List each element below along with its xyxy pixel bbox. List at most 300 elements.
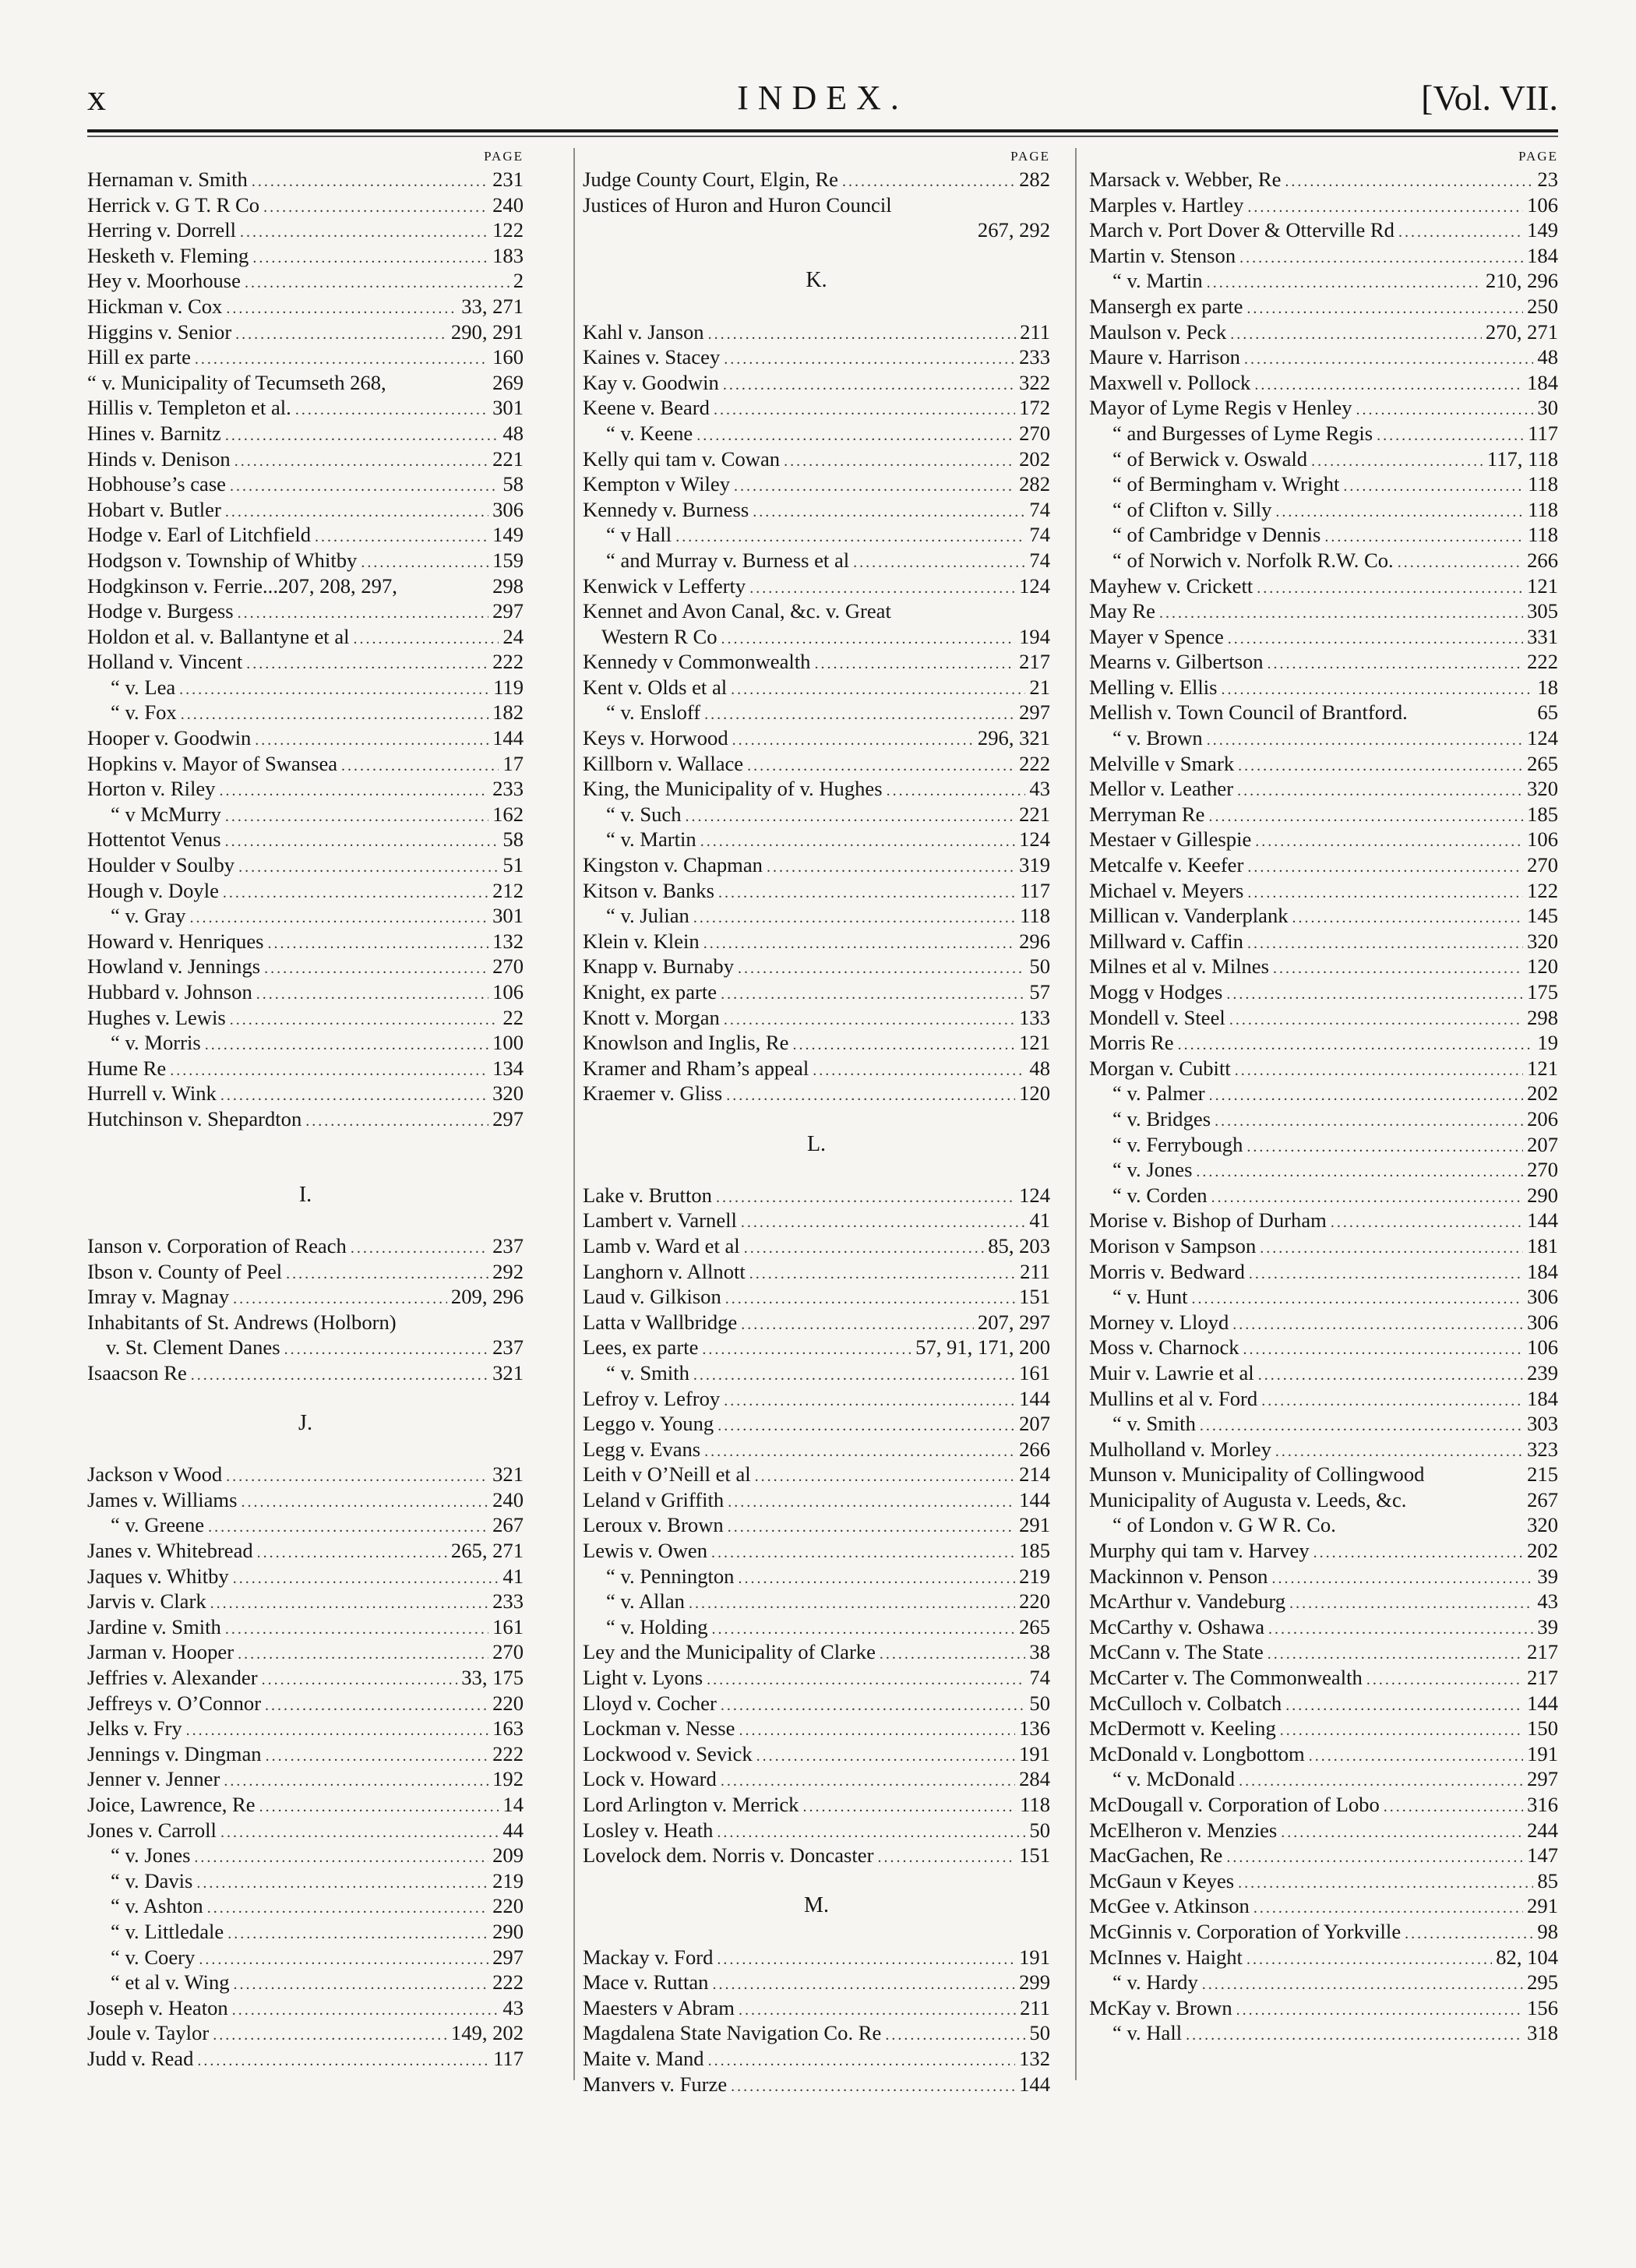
index-entry bbox=[87, 1665, 524, 1691]
dot-leader bbox=[708, 2048, 1016, 2074]
page-reference: 124 bbox=[1527, 726, 1558, 750]
page-reference: 291 bbox=[1019, 1513, 1050, 1537]
page-column-label: PAGE bbox=[1010, 149, 1050, 164]
entry-title: McDermott v. Keeling bbox=[1089, 1716, 1276, 1741]
dot-leader bbox=[877, 1845, 1015, 1871]
entry-title: Maesters v Abram bbox=[583, 1995, 735, 2019]
index-entry bbox=[87, 268, 524, 294]
page-reference: 266 bbox=[1019, 1437, 1050, 1461]
page-reference: 297 bbox=[1527, 1767, 1558, 1791]
dot-leader bbox=[256, 982, 488, 1007]
entry-title: Mellish v. Town Council of Brantford. bbox=[1089, 700, 1408, 725]
entry-title: Jeffries v. Alexander bbox=[87, 1666, 258, 1690]
dot-leader bbox=[1260, 1236, 1523, 1261]
index-entry bbox=[87, 167, 524, 192]
index-entry bbox=[583, 903, 1050, 929]
index-entry bbox=[87, 243, 524, 269]
entry-title: “ et al v. Wing bbox=[111, 1970, 230, 1995]
index-entry bbox=[583, 1259, 1050, 1285]
entry-title: “ and Burgesses of Lyme Regis bbox=[1112, 421, 1373, 445]
entry-title: Hughes v. Lewis bbox=[87, 1005, 226, 1029]
page-reference: 284 bbox=[1019, 1767, 1050, 1791]
index-entry bbox=[1089, 751, 1558, 777]
dot-leader bbox=[1237, 778, 1523, 804]
entry-title: Isaacson Re bbox=[87, 1360, 187, 1384]
index-entry bbox=[1089, 1792, 1558, 1818]
dot-leader bbox=[252, 169, 488, 195]
header-rule-thin bbox=[87, 136, 1558, 137]
page-reference: 239 bbox=[1527, 1360, 1558, 1384]
index-entry bbox=[583, 2072, 1050, 2097]
page-reference: 211 bbox=[1020, 1259, 1050, 1283]
dot-leader bbox=[1324, 524, 1524, 550]
index-entry bbox=[583, 1233, 1050, 1259]
dot-leader bbox=[225, 499, 488, 525]
entry-title: Jaques v. Whitby bbox=[87, 1564, 229, 1588]
page-reference: 2 bbox=[513, 269, 524, 293]
index-entry bbox=[87, 1716, 524, 1741]
page-reference: 181 bbox=[1527, 1233, 1558, 1257]
dot-leader bbox=[749, 576, 1015, 601]
entry-title: Justices of Huron and Huron Council bbox=[583, 192, 892, 217]
page-reference: 149 bbox=[492, 523, 524, 547]
dot-leader bbox=[739, 1718, 1015, 1744]
dot-leader bbox=[718, 880, 1016, 906]
index-entry bbox=[87, 2020, 524, 2046]
index-entry bbox=[1089, 1132, 1558, 1158]
page-reference: 145 bbox=[1527, 904, 1558, 928]
dot-leader bbox=[1226, 982, 1523, 1007]
entry-title: Maxwell v. Pollock bbox=[1089, 370, 1251, 394]
index-column-1 bbox=[87, 146, 524, 2072]
index-entry bbox=[1089, 1716, 1558, 1741]
page-reference: 121 bbox=[1527, 573, 1558, 598]
dot-leader bbox=[1254, 372, 1523, 398]
dot-leader bbox=[1311, 449, 1483, 474]
dot-leader bbox=[1200, 1413, 1523, 1439]
index-entry bbox=[1089, 852, 1558, 878]
dot-leader bbox=[689, 1591, 1015, 1617]
index-entry bbox=[87, 649, 524, 675]
dot-leader bbox=[749, 1261, 1016, 1287]
index-entry bbox=[583, 700, 1050, 725]
entry-title: Kenwick v Lefferty bbox=[583, 573, 746, 598]
index-entry bbox=[583, 2046, 1050, 2072]
entry-title: “ of Clifton v. Silly bbox=[1112, 497, 1272, 521]
dot-leader bbox=[225, 423, 499, 449]
index-entry bbox=[1089, 1614, 1558, 1640]
entry-title: Hubbard v. Johnson bbox=[87, 980, 252, 1003]
dot-leader bbox=[704, 702, 1015, 728]
page-reference: 38 bbox=[1029, 1640, 1050, 1664]
page-reference: 41 bbox=[502, 1564, 524, 1588]
entry-title: Janes v. Whitebread bbox=[87, 1539, 253, 1563]
page-reference: 270 bbox=[492, 1640, 524, 1664]
page-reference: 41 bbox=[1029, 1208, 1050, 1233]
index-entry bbox=[87, 522, 524, 548]
index-entry bbox=[87, 497, 524, 523]
entry-title: Ianson v. Corporation of Reach bbox=[87, 1233, 347, 1257]
page-reference: 82, 104 bbox=[1496, 1945, 1558, 1969]
dot-leader bbox=[1255, 829, 1523, 855]
page-reference: 184 bbox=[1527, 1259, 1558, 1283]
page-reference: 214 bbox=[1019, 1462, 1050, 1487]
dot-leader bbox=[726, 1083, 1015, 1109]
entry-title: Hodgkinson v. Ferrie...207, 208, 297, bbox=[87, 573, 397, 598]
page-reference: 184 bbox=[1527, 1386, 1558, 1410]
index-entry bbox=[87, 370, 524, 396]
index-entry bbox=[1089, 1589, 1558, 1614]
page-reference: 23 bbox=[1537, 168, 1558, 191]
dot-leader bbox=[1309, 1744, 1523, 1769]
page-reference: 222 bbox=[492, 1970, 524, 1995]
entry-title: McCann v. The State bbox=[1089, 1640, 1264, 1664]
entry-title: Kennedy v. Burness bbox=[583, 497, 749, 521]
dot-leader bbox=[1239, 1769, 1523, 1794]
index-entry bbox=[87, 421, 524, 446]
index-entry bbox=[1089, 903, 1558, 929]
index-entry bbox=[1089, 294, 1558, 319]
entry-title: Howard v. Henriques bbox=[87, 929, 264, 953]
page-reference: 207 bbox=[1019, 1412, 1050, 1436]
entry-title: Hooper v. Goodwin bbox=[87, 726, 252, 750]
entry-title: “ of Cambridge v Dennis bbox=[1112, 523, 1321, 547]
entry-title: Lamb v. Ward et al bbox=[583, 1233, 740, 1257]
dot-leader bbox=[265, 1693, 488, 1719]
dot-leader bbox=[238, 855, 499, 880]
dot-leader bbox=[1239, 245, 1523, 271]
page-reference: 136 bbox=[1019, 1716, 1050, 1741]
dot-leader bbox=[842, 169, 1015, 195]
entry-title: Leggo v. Young bbox=[583, 1412, 714, 1436]
index-entry bbox=[1089, 1487, 1558, 1513]
index-entry bbox=[583, 1208, 1050, 1233]
index-entry bbox=[87, 319, 524, 345]
entry-title: Herrick v. G T. R Co bbox=[87, 192, 260, 217]
entry-title: Judge County Court, Elgin, Re bbox=[583, 168, 838, 191]
dot-leader bbox=[1247, 195, 1523, 220]
index-entry bbox=[87, 1056, 524, 1081]
page-reference: 220 bbox=[492, 1691, 524, 1715]
page-reference: 14 bbox=[502, 1793, 524, 1816]
dot-leader bbox=[728, 1515, 1015, 1540]
dot-leader bbox=[1285, 169, 1533, 195]
dot-leader bbox=[1207, 270, 1482, 296]
index-entry bbox=[1089, 1335, 1558, 1360]
page-reference: 231 bbox=[492, 168, 524, 191]
page-reference: 221 bbox=[1019, 802, 1050, 826]
page-reference: 240 bbox=[492, 1487, 524, 1511]
index-entry bbox=[1089, 1868, 1558, 1894]
dot-leader bbox=[686, 804, 1016, 830]
index-entry bbox=[1089, 1665, 1558, 1691]
dot-leader bbox=[263, 195, 488, 220]
index-entry bbox=[1089, 929, 1558, 954]
index-entry bbox=[1089, 243, 1558, 269]
page-reference: 106 bbox=[1527, 1335, 1558, 1360]
entry-title: Holdon et al. v. Ballantyne et al bbox=[87, 624, 350, 648]
page-reference: 144 bbox=[1527, 1208, 1558, 1233]
entry-title: Lockwood v. Sevick bbox=[583, 1741, 753, 1765]
index-entry bbox=[87, 954, 524, 979]
index-entry bbox=[1089, 217, 1558, 243]
dot-leader bbox=[1211, 1185, 1524, 1211]
page-reference: 172 bbox=[1019, 396, 1050, 420]
page-reference: 298 bbox=[492, 573, 524, 598]
entry-title: McDougall v. Corporation of Lobo bbox=[1089, 1793, 1380, 1816]
entry-title: Melling v. Ellis bbox=[1089, 675, 1218, 699]
page-reference: 85, 203 bbox=[988, 1233, 1050, 1257]
dot-leader bbox=[1196, 1159, 1523, 1185]
index-entry bbox=[583, 1564, 1050, 1589]
index-entry bbox=[583, 1995, 1050, 2021]
entry-title: Melville v Smark bbox=[1089, 751, 1235, 775]
page-reference: 291 bbox=[1527, 1894, 1558, 1918]
entry-title: Houlder v Soulby bbox=[87, 853, 235, 877]
index-entry bbox=[1089, 1639, 1558, 1665]
entry-title: Mellor v. Leather bbox=[1089, 777, 1234, 801]
dot-leader bbox=[707, 1667, 1025, 1693]
index-entry bbox=[1089, 1893, 1558, 1919]
dot-leader bbox=[1209, 1083, 1523, 1109]
entry-title: “ v. Keene bbox=[606, 421, 693, 445]
index-entry bbox=[583, 751, 1050, 777]
dot-leader bbox=[696, 423, 1015, 449]
dot-leader bbox=[712, 1972, 1015, 1998]
page-reference: 161 bbox=[1019, 1360, 1050, 1384]
entry-title: Mace v. Ruttan bbox=[583, 1970, 709, 1995]
dot-leader bbox=[814, 651, 1015, 677]
page-reference: 74 bbox=[1029, 548, 1050, 572]
entry-title: Lees, ex parte bbox=[583, 1335, 699, 1360]
entry-title: Joice, Lawrence, Re bbox=[87, 1793, 256, 1816]
index-entry bbox=[1089, 725, 1558, 751]
entry-title: Inhabitants of St. Andrews (Holborn) bbox=[87, 1310, 397, 1334]
page-reference: 74 bbox=[1029, 523, 1050, 547]
dot-leader bbox=[267, 931, 488, 957]
entry-title: King, the Municipality of v. Hughes bbox=[583, 777, 883, 801]
entry-title: “ v. McDonald bbox=[1112, 1767, 1236, 1791]
page-reference: 117 bbox=[1528, 421, 1558, 445]
index-entry bbox=[87, 1030, 524, 1056]
index-entry bbox=[583, 954, 1050, 979]
page-reference: 270 bbox=[492, 954, 524, 979]
page-reference: 106 bbox=[1527, 192, 1558, 217]
index-column-2 bbox=[583, 146, 1050, 2097]
entry-title: McGinnis v. Corporation of Yorkville bbox=[1089, 1919, 1402, 1943]
entry-title: “ v. Coery bbox=[111, 1945, 196, 1969]
entry-title: Legg v. Evans bbox=[583, 1437, 701, 1461]
index-entry bbox=[1089, 1437, 1558, 1462]
entry-title: Morison v Sampson bbox=[1089, 1233, 1257, 1257]
index-entry bbox=[583, 1005, 1050, 1031]
page-reference: 220 bbox=[1019, 1589, 1050, 1614]
index-entry bbox=[583, 1284, 1050, 1310]
index-entry bbox=[1089, 979, 1558, 1005]
page-reference: 210, 296 bbox=[1485, 269, 1558, 293]
index-entry bbox=[1089, 1386, 1558, 1412]
index-entry bbox=[87, 1512, 524, 1538]
entry-title: Knapp v. Burnaby bbox=[583, 954, 734, 979]
page-reference: 48 bbox=[502, 421, 524, 445]
page-reference: 161 bbox=[492, 1614, 524, 1638]
section-heading: J. bbox=[298, 1411, 312, 1436]
index-entry bbox=[87, 1741, 524, 1767]
dot-leader bbox=[731, 2074, 1015, 2100]
dot-leader bbox=[1275, 1439, 1523, 1465]
page-reference: 267 bbox=[492, 1513, 524, 1537]
index-entry bbox=[1089, 827, 1558, 852]
dot-leader bbox=[1208, 804, 1523, 830]
dot-leader bbox=[1236, 1998, 1523, 2023]
dot-leader bbox=[225, 804, 488, 830]
entry-title: Knight, ex parte bbox=[583, 980, 718, 1003]
page-reference: 58 bbox=[502, 472, 524, 496]
page-reference: 297 bbox=[492, 1106, 524, 1130]
page-reference: 211 bbox=[1020, 1995, 1050, 2019]
dot-leader bbox=[724, 1388, 1015, 1414]
page-reference: 240 bbox=[492, 192, 524, 217]
dot-leader bbox=[721, 1693, 1026, 1719]
index-entry bbox=[583, 1462, 1050, 1487]
entry-title: Kent v. Olds et al bbox=[583, 675, 728, 699]
page-reference: 118 bbox=[1528, 497, 1558, 521]
entry-title: McCarthy v. Oshawa bbox=[1089, 1614, 1265, 1638]
page-reference: 295 bbox=[1527, 1970, 1558, 1995]
index-entry bbox=[87, 2046, 524, 2072]
page-reference: 57, 91, 171, 200 bbox=[915, 1335, 1050, 1360]
page-reference: 322 bbox=[1019, 370, 1050, 394]
dot-leader bbox=[1289, 1591, 1533, 1617]
page-reference: 184 bbox=[1527, 370, 1558, 394]
dot-leader bbox=[744, 1236, 985, 1261]
index-entry bbox=[1089, 421, 1558, 446]
index-entry bbox=[583, 1639, 1050, 1665]
index-entry bbox=[583, 598, 1050, 624]
dot-leader bbox=[220, 1820, 499, 1846]
dot-leader bbox=[675, 524, 1025, 550]
page-reference: 100 bbox=[492, 1031, 524, 1055]
index-entry bbox=[583, 852, 1050, 878]
entry-title: Lake v. Brutton bbox=[583, 1183, 712, 1207]
index-entry bbox=[583, 1487, 1050, 1513]
page-reference: 119 bbox=[493, 675, 524, 699]
entry-title: Morney v. Lloyd bbox=[1089, 1310, 1229, 1334]
dot-leader bbox=[196, 1871, 488, 1896]
entry-title: Kitson v. Banks bbox=[583, 878, 714, 902]
entry-title: Jones v. Carroll bbox=[87, 1818, 217, 1842]
index-entry bbox=[1089, 776, 1558, 802]
page-reference: 282 bbox=[1019, 472, 1050, 496]
dot-leader bbox=[1268, 1617, 1533, 1642]
index-entry bbox=[1089, 1056, 1558, 1081]
index-entry bbox=[1089, 2020, 1558, 2046]
index-entry bbox=[87, 1766, 524, 1792]
index-entry bbox=[583, 1614, 1050, 1640]
entry-title: Hodge v. Earl of Litchfield bbox=[87, 523, 312, 547]
index-entry bbox=[1089, 1360, 1558, 1386]
dot-leader bbox=[1246, 1947, 1492, 1973]
page-reference: 270, 271 bbox=[1485, 319, 1558, 344]
dot-leader bbox=[1331, 1210, 1523, 1236]
page-reference: 306 bbox=[1527, 1310, 1558, 1334]
index-entry bbox=[1089, 268, 1558, 294]
index-entry bbox=[87, 573, 524, 599]
dot-leader bbox=[734, 474, 1015, 499]
dot-leader bbox=[1405, 1921, 1533, 1947]
index-entry bbox=[87, 1995, 524, 2021]
entry-title: Lewis v. Owen bbox=[583, 1539, 708, 1563]
entry-title: “ v McMurry bbox=[111, 802, 221, 826]
page-reference: 318 bbox=[1527, 2021, 1558, 2045]
index-entry bbox=[87, 1487, 524, 1513]
page-reference: 320 bbox=[492, 1081, 524, 1106]
page-reference: 117 bbox=[1020, 878, 1050, 902]
page-reference: 160 bbox=[492, 345, 524, 369]
dot-leader bbox=[704, 1439, 1015, 1465]
page-reference: 132 bbox=[1019, 2046, 1050, 2070]
entry-title: Mansergh ex parte bbox=[1089, 294, 1243, 318]
dot-leader bbox=[246, 651, 488, 677]
page-reference: 17 bbox=[502, 751, 524, 775]
page-reference: 233 bbox=[492, 777, 524, 801]
entry-title: MacGachen, Re bbox=[1089, 1843, 1223, 1868]
index-entry bbox=[87, 700, 524, 725]
dot-leader bbox=[718, 1413, 1015, 1439]
dot-leader bbox=[714, 397, 1015, 423]
index-entry bbox=[583, 1437, 1050, 1462]
entry-title: Lambert v. Varnell bbox=[583, 1208, 737, 1233]
entry-title: Millward v. Caffin bbox=[1089, 929, 1243, 953]
dot-leader bbox=[739, 1998, 1016, 2023]
entry-title: Howland v. Jennings bbox=[87, 954, 261, 979]
entry-title: Morris Re bbox=[1089, 1031, 1174, 1055]
page-reference: 202 bbox=[1019, 446, 1050, 471]
page-reference: 184 bbox=[1527, 243, 1558, 267]
dot-leader bbox=[240, 220, 488, 245]
page-reference: 74 bbox=[1029, 1666, 1050, 1690]
dot-leader bbox=[753, 499, 1025, 525]
index-entry bbox=[1089, 700, 1558, 725]
page-reference: 134 bbox=[492, 1056, 524, 1080]
entry-title: Lockman v. Nesse bbox=[583, 1716, 735, 1741]
page-reference: 320 bbox=[1527, 929, 1558, 953]
entry-title: “ of London v. G W R. Co. bbox=[1112, 1513, 1336, 1537]
page-reference: 290, 291 bbox=[450, 319, 524, 344]
page-reference: 244 bbox=[1527, 1818, 1558, 1842]
entry-title: Keene v. Beard bbox=[583, 396, 710, 420]
dot-leader bbox=[1258, 1363, 1523, 1388]
page-reference: 159 bbox=[492, 548, 524, 572]
index-entry bbox=[1089, 548, 1558, 573]
dot-leader bbox=[721, 626, 1016, 652]
index-entry bbox=[87, 1818, 524, 1843]
dot-leader bbox=[1257, 576, 1523, 601]
entry-title: Horton v. Riley bbox=[87, 777, 216, 801]
entry-title: Mestaer v Gillespie bbox=[1089, 827, 1252, 852]
page-reference: 215 bbox=[1527, 1462, 1558, 1487]
entry-title: Hickman v. Cox bbox=[87, 294, 223, 318]
entry-title: Lovelock dem. Norris v. Doncaster bbox=[583, 1843, 874, 1868]
index-entry bbox=[583, 1183, 1050, 1208]
page-reference: 297 bbox=[1019, 700, 1050, 725]
dot-leader bbox=[767, 855, 1015, 880]
page-reference: 233 bbox=[492, 1589, 524, 1614]
entry-title: “ v. Littledale bbox=[111, 1919, 224, 1943]
index-entry bbox=[1089, 1538, 1558, 1564]
entry-title: “ v. Allan bbox=[606, 1589, 685, 1614]
entry-title: Kennedy v Commonwealth bbox=[583, 650, 811, 674]
